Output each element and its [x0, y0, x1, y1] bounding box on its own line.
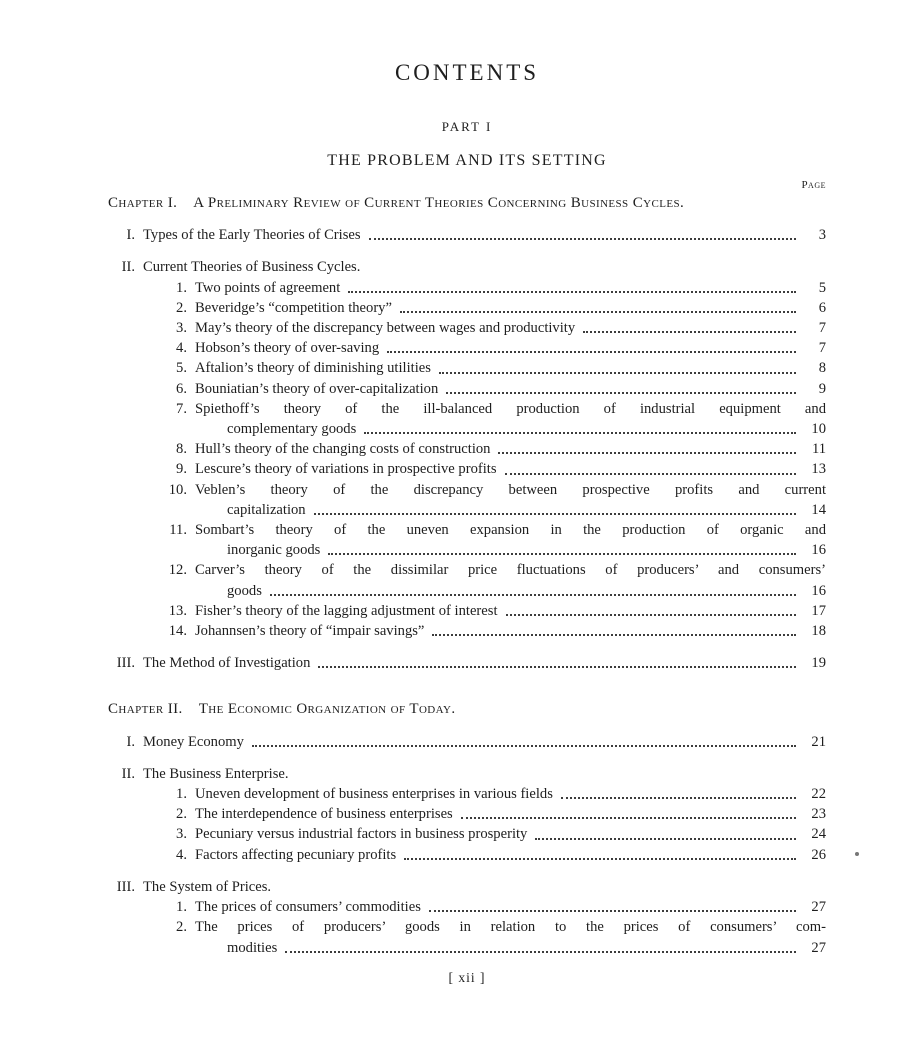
page-number: 18	[811, 623, 826, 640]
scan-artifact-dot	[855, 852, 859, 856]
toc-item-continuation-row	[108, 938, 826, 958]
item-title: Beveridge’s “competition theory”	[195, 299, 392, 316]
book-page	[108, 0, 826, 986]
item-title: Hull’s theory of the changing costs of construction	[195, 441, 491, 458]
toc-section-row	[108, 653, 826, 673]
toc-item-row	[108, 845, 826, 865]
toc-item-row	[108, 601, 826, 621]
item-title: Bouniatian’s theory of over-capitalization	[195, 380, 439, 397]
item-title-line2: inorganic goods	[227, 542, 321, 559]
toc-section-row	[108, 764, 826, 784]
dot-leader	[429, 910, 796, 912]
item-number: 8.	[176, 441, 187, 458]
section-title: Types of the Early Theories of Crises	[143, 227, 361, 244]
item-title: May’s theory of the discrepancy between wages and productivity	[195, 320, 576, 337]
toc-section-row	[108, 877, 826, 897]
item-title-line2: complementary goods	[227, 421, 357, 438]
item-title: Hobson’s theory of over-saving	[195, 340, 380, 357]
page-number: 21	[811, 733, 826, 750]
table-of-contents	[108, 193, 826, 958]
item-number: 3.	[176, 826, 187, 843]
item-title-line1: Sombart’s theory of the uneven expansion in the production of organic and	[195, 522, 826, 539]
page-number: 23	[811, 806, 826, 823]
dot-leader	[318, 666, 796, 668]
section-numeral: II.	[121, 259, 135, 276]
toc-section-row	[108, 732, 826, 752]
toc-item-continuation-row	[108, 540, 826, 560]
toc-item-row	[108, 298, 826, 318]
dot-leader	[404, 858, 796, 860]
toc-item-row	[108, 439, 826, 459]
item-number: 7.	[176, 400, 187, 417]
dot-leader	[369, 238, 796, 240]
toc-item-row	[108, 379, 826, 399]
dot-leader	[561, 797, 796, 799]
dot-leader	[348, 291, 796, 293]
page-number: 19	[811, 655, 826, 672]
chapter-title: A Preliminary Review of Current Theories Concerning Business Cycles.	[193, 195, 685, 211]
item-title: The interdependence of business enterprises	[195, 806, 453, 823]
toc-item-row	[108, 897, 826, 917]
item-number: 9.	[176, 461, 187, 478]
page-column-label: Page	[801, 179, 826, 191]
toc-item-row	[108, 278, 826, 298]
item-number: 4.	[176, 340, 187, 357]
page-number: 6	[818, 299, 826, 316]
chapter-title: The Economic Organization of Today.	[198, 701, 456, 718]
item-number: 12.	[168, 562, 187, 579]
item-number: 1.	[176, 786, 187, 803]
section-numeral: I.	[126, 227, 135, 244]
page-number: 3	[818, 227, 826, 244]
item-title: Lescure’s theory of variations in prospective profits	[195, 461, 497, 478]
item-number: 1.	[176, 279, 187, 296]
dot-leader	[252, 745, 796, 747]
item-number: 13.	[168, 602, 187, 619]
section-title: The Business Enterprise.	[143, 765, 289, 782]
toc-section-row	[108, 225, 826, 245]
page-number: 27	[811, 899, 826, 916]
dot-leader	[314, 513, 796, 515]
toc-item-continuation-row	[108, 500, 826, 520]
item-number: 3.	[176, 320, 187, 337]
section-title: The System of Prices.	[143, 878, 272, 895]
item-title: The prices of consumers’ commodities	[195, 899, 421, 916]
toc-item-row	[108, 399, 826, 419]
item-title-line1: Spiethoff’s theory of the ill-balanced production of industrial equipment and	[195, 400, 826, 417]
section-title: Money Economy	[143, 733, 244, 750]
dot-leader	[432, 634, 796, 636]
page-number: 22	[811, 786, 826, 803]
item-title-line1: Carver’s theory of the dissimilar price fluctuations of producers’ and consumers’	[195, 562, 826, 579]
item-number: 2.	[176, 806, 187, 823]
page-number: 8	[818, 360, 826, 377]
toc-item-row	[108, 358, 826, 378]
toc-item-row	[108, 318, 826, 338]
chapter-label: Chapter I.	[108, 195, 178, 211]
toc-item-row	[108, 459, 826, 479]
item-number: 1.	[176, 899, 187, 916]
toc-item-row	[108, 824, 826, 844]
page-title: CONTENTS	[394, 60, 540, 85]
item-number: 6.	[176, 380, 187, 397]
dot-leader	[400, 311, 796, 313]
toc-item-row	[108, 520, 826, 540]
section-title: The Method of Investigation	[143, 655, 311, 672]
toc-item-row	[108, 917, 826, 937]
item-number: 4.	[176, 846, 187, 863]
item-title: Two points of agreement	[195, 279, 341, 296]
page-number: 16	[811, 542, 826, 559]
section-numeral: II.	[121, 765, 135, 782]
item-title: Johannsen’s theory of “impair savings”	[195, 623, 425, 640]
toc-item-row	[108, 784, 826, 804]
page-number: 24	[811, 826, 826, 843]
page-number: 7	[818, 340, 826, 357]
toc-item-row	[108, 480, 826, 500]
item-number: 2.	[176, 299, 187, 316]
page-number: 11	[811, 441, 826, 458]
section-numeral: III.	[116, 655, 135, 672]
toc-item-continuation-row	[108, 581, 826, 601]
section-title: Current Theories of Business Cycles.	[143, 259, 361, 276]
dot-leader	[461, 817, 796, 819]
item-title: Aftalion’s theory of diminishing utilities	[195, 360, 431, 377]
toc-item-row	[108, 804, 826, 824]
toc-item-row	[108, 338, 826, 358]
item-title-line2: goods	[227, 582, 262, 599]
item-number: 14.	[168, 623, 187, 640]
item-title-line1: The prices of producers’ goods in relation to the prices of consumers’ com-	[195, 919, 826, 936]
item-title: Fisher’s theory of the lagging adjustment of interest	[195, 602, 498, 619]
section-numeral: III.	[116, 878, 135, 895]
dot-leader	[285, 951, 796, 953]
dot-leader	[505, 473, 796, 475]
page-number: 14	[811, 501, 826, 518]
page-number: 7	[818, 320, 826, 337]
item-number: 10.	[168, 481, 187, 498]
toc-item-row	[108, 560, 826, 580]
dot-leader	[328, 553, 796, 555]
toc-item-continuation-row	[108, 419, 826, 439]
chapter-heading	[108, 193, 826, 213]
folio-page-number: [ xii ]	[448, 969, 486, 985]
item-title: Factors affecting pecuniary profits	[195, 846, 397, 863]
page-number: 27	[811, 939, 826, 956]
item-number: 2.	[176, 919, 187, 936]
dot-leader	[364, 432, 796, 434]
dot-leader	[270, 594, 796, 596]
page-number: 16	[811, 582, 826, 599]
page-number: 17	[811, 602, 826, 619]
chapter-label: Chapter II.	[108, 701, 183, 718]
part-title: THE PROBLEM AND ITS SETTING	[327, 152, 607, 169]
toc-section-row	[108, 257, 826, 277]
item-title-line2: modities	[227, 939, 278, 956]
dot-leader	[583, 331, 796, 333]
dot-leader	[439, 372, 796, 374]
item-title-line1: Veblen’s theory of the discrepancy between prospective profits and current	[195, 481, 826, 498]
item-title: Uneven development of business enterprises in various fields	[195, 786, 553, 803]
dot-leader	[446, 392, 796, 394]
dot-leader	[535, 838, 796, 840]
item-number: 11.	[169, 522, 187, 539]
item-number: 5.	[176, 360, 187, 377]
page-number: 10	[811, 421, 826, 438]
part-label: PART I	[441, 119, 493, 134]
chapter-heading	[108, 699, 826, 719]
item-title: Pecuniary versus industrial factors in business prosperity	[195, 826, 528, 843]
page-number: 5	[818, 279, 826, 296]
section-numeral: I.	[126, 733, 135, 750]
dot-leader	[506, 614, 797, 616]
page-number: 9	[818, 380, 826, 397]
dot-leader	[387, 351, 796, 353]
item-title-line2: capitalization	[227, 501, 306, 518]
page-number: 26	[811, 846, 826, 863]
dot-leader	[498, 452, 796, 454]
toc-item-row	[108, 621, 826, 641]
page-number: 13	[811, 461, 826, 478]
